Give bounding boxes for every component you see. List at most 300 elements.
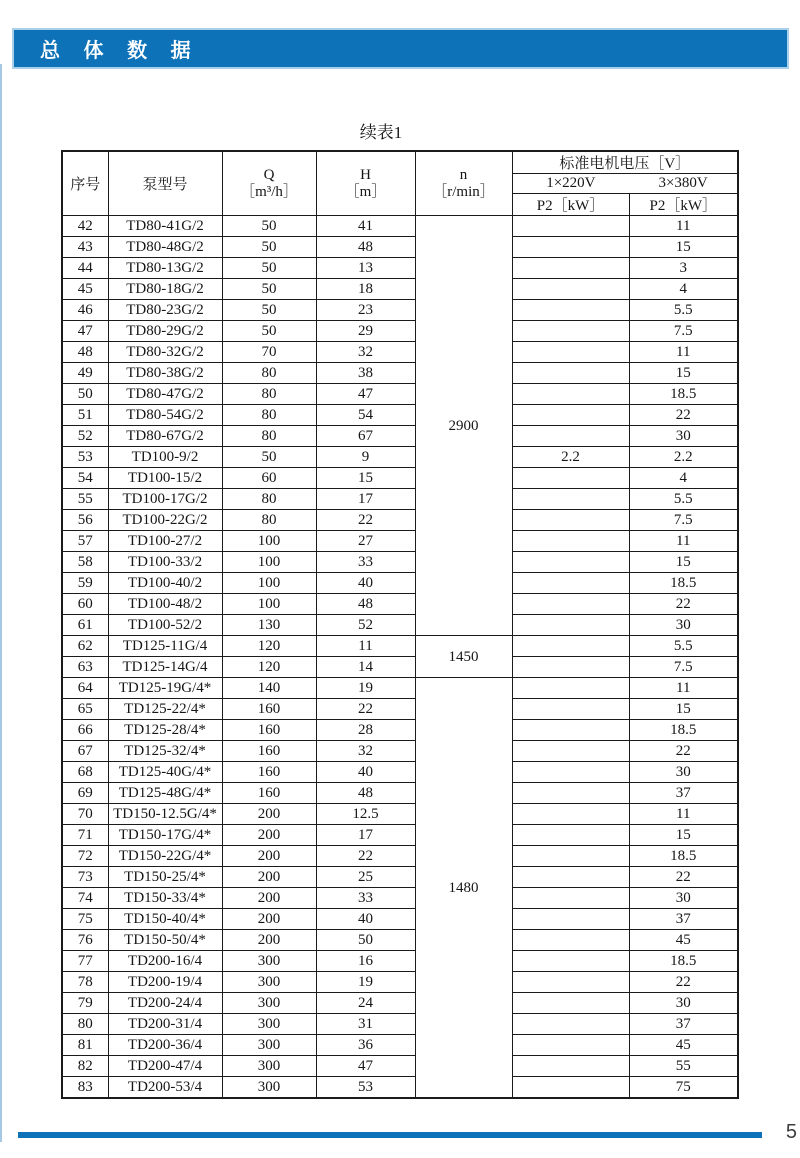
head-cell: 28: [316, 720, 415, 741]
serial-cell: 81: [62, 1035, 108, 1056]
p2-380v-cell: 4: [629, 468, 738, 489]
p2-220v-cell: [512, 384, 629, 405]
head-cell: 38: [316, 363, 415, 384]
model-cell: TD125-40G/4*: [108, 762, 222, 783]
p2-380v-cell: 11: [629, 531, 738, 552]
flow-cell: 80: [222, 426, 316, 447]
flow-cell: 200: [222, 804, 316, 825]
p2-220v-cell: [512, 342, 629, 363]
head-cell: 33: [316, 888, 415, 909]
flow-cell: 200: [222, 867, 316, 888]
model-cell: TD200-24/4: [108, 993, 222, 1014]
section-header-bar: [12, 28, 789, 69]
serial-cell: 56: [62, 510, 108, 531]
p2-220v-cell: [512, 930, 629, 951]
serial-cell: 50: [62, 384, 108, 405]
table-row: [62, 699, 738, 720]
flow-cell: 70: [222, 342, 316, 363]
flow-cell: 200: [222, 825, 316, 846]
table-row: [62, 342, 738, 363]
flow-cell: 50: [222, 447, 316, 468]
p2-220v-cell: [512, 783, 629, 804]
p2-380v-cell: 4: [629, 279, 738, 300]
speed-cell: 1450: [415, 636, 512, 678]
head-cell: 22: [316, 846, 415, 867]
model-cell: TD150-33/4*: [108, 888, 222, 909]
table-row: [62, 804, 738, 825]
flow-unit: ［m³/h］: [240, 183, 298, 200]
head-cell: 48: [316, 237, 415, 258]
model-cell: TD80-47G/2: [108, 384, 222, 405]
table-header: [62, 151, 738, 216]
head-cell: 19: [316, 972, 415, 993]
flow-cell: 130: [222, 615, 316, 636]
p2-220v-cell: [512, 426, 629, 447]
table-row: [62, 384, 738, 405]
head-cell: 47: [316, 1056, 415, 1077]
p2-220v-cell: [512, 615, 629, 636]
model-cell: TD150-17G/4*: [108, 825, 222, 846]
table-row: [62, 636, 738, 657]
table-row: [62, 741, 738, 762]
p2-380v-cell: 75: [629, 1077, 738, 1099]
table-row: [62, 531, 738, 552]
serial-cell: 67: [62, 741, 108, 762]
p2-220v-cell: [512, 468, 629, 489]
head-cell: 22: [316, 699, 415, 720]
head-cell: 40: [316, 909, 415, 930]
head-cell: 54: [316, 405, 415, 426]
model-cell: TD125-28/4*: [108, 720, 222, 741]
page-edge-line: [0, 64, 2, 1142]
model-cell: TD150-12.5G/4*: [108, 804, 222, 825]
flow-cell: 300: [222, 993, 316, 1014]
table-row: [62, 237, 738, 258]
table-row: [62, 720, 738, 741]
p2-220v-cell: [512, 279, 629, 300]
flow-cell: 160: [222, 741, 316, 762]
p2-380v-cell: 5.5: [629, 300, 738, 321]
model-cell: TD200-36/4: [108, 1035, 222, 1056]
serial-cell: 79: [62, 993, 108, 1014]
model-cell: TD100-9/2: [108, 447, 222, 468]
p2-220v-cell: [512, 300, 629, 321]
model-cell: TD80-23G/2: [108, 300, 222, 321]
table-row: [62, 426, 738, 447]
speed-cell: 1480: [415, 678, 512, 1099]
col-header-serial: 序号: [62, 151, 108, 216]
table-row: [62, 657, 738, 678]
model-cell: TD80-18G/2: [108, 279, 222, 300]
p2-380v-cell: 3: [629, 258, 738, 279]
p2-220v-cell: [512, 657, 629, 678]
head-cell: 11: [316, 636, 415, 657]
serial-cell: 75: [62, 909, 108, 930]
serial-cell: 61: [62, 615, 108, 636]
p2-380v-cell: 18.5: [629, 846, 738, 867]
flow-cell: 200: [222, 888, 316, 909]
serial-cell: 42: [62, 216, 108, 237]
p2-380v-cell: 37: [629, 1014, 738, 1035]
flow-cell: 50: [222, 216, 316, 237]
model-cell: TD100-15/2: [108, 468, 222, 489]
head-cell: 25: [316, 867, 415, 888]
flow-cell: 50: [222, 237, 316, 258]
flow-cell: 100: [222, 594, 316, 615]
head-cell: 14: [316, 657, 415, 678]
serial-cell: 74: [62, 888, 108, 909]
p2-220v-cell: [512, 489, 629, 510]
serial-cell: 59: [62, 573, 108, 594]
page-number: 5: [785, 1121, 797, 1143]
flow-cell: 120: [222, 657, 316, 678]
p2-380v-cell: 11: [629, 678, 738, 699]
speed-unit: ［r/min］: [432, 183, 495, 200]
flow-cell: 300: [222, 1056, 316, 1077]
head-cell: 52: [316, 615, 415, 636]
flow-cell: 160: [222, 720, 316, 741]
p2-380v-cell: 18.5: [629, 573, 738, 594]
p2-220v-cell: [512, 720, 629, 741]
table-caption: 续表1: [359, 123, 403, 142]
col-header-speed: [415, 151, 512, 216]
serial-cell: 64: [62, 678, 108, 699]
head-cell: 32: [316, 741, 415, 762]
model-cell: TD200-31/4: [108, 1014, 222, 1035]
head-cell: 9: [316, 447, 415, 468]
serial-cell: 63: [62, 657, 108, 678]
table-row: [62, 447, 738, 468]
model-cell: TD100-40/2: [108, 573, 222, 594]
model-cell: TD100-33/2: [108, 552, 222, 573]
model-cell: TD200-19/4: [108, 972, 222, 993]
footer-rule: [18, 1132, 762, 1138]
serial-cell: 83: [62, 1077, 108, 1099]
table-row: [62, 993, 738, 1014]
p2-220v-cell: [512, 321, 629, 342]
table-row: [62, 468, 738, 489]
model-cell: TD80-13G/2: [108, 258, 222, 279]
serial-cell: 47: [62, 321, 108, 342]
table-row: [62, 594, 738, 615]
flow-cell: 300: [222, 1014, 316, 1035]
head-symbol: H: [360, 166, 371, 183]
p2-220v-cell: [512, 867, 629, 888]
p2-220v-cell: [512, 216, 629, 237]
p2-380v-cell: 55: [629, 1056, 738, 1077]
p2-380v-cell: 7.5: [629, 321, 738, 342]
p2-380v-cell: 11: [629, 804, 738, 825]
p2-380v-cell: 30: [629, 762, 738, 783]
flow-cell: 80: [222, 363, 316, 384]
p2-380v-cell: 15: [629, 552, 738, 573]
model-cell: TD80-67G/2: [108, 426, 222, 447]
serial-cell: 68: [62, 762, 108, 783]
p2-220v-cell: [512, 1077, 629, 1099]
head-cell: 29: [316, 321, 415, 342]
head-cell: 13: [316, 258, 415, 279]
table-row: [62, 321, 738, 342]
serial-cell: 46: [62, 300, 108, 321]
p2-380v-cell: 22: [629, 594, 738, 615]
model-cell: TD125-22/4*: [108, 699, 222, 720]
head-cell: 18: [316, 279, 415, 300]
table-row: [62, 888, 738, 909]
p2-380v-cell: 30: [629, 615, 738, 636]
flow-cell: 100: [222, 552, 316, 573]
head-cell: 41: [316, 216, 415, 237]
table-row: [62, 1077, 738, 1099]
serial-cell: 73: [62, 867, 108, 888]
serial-cell: 48: [62, 342, 108, 363]
serial-cell: 44: [62, 258, 108, 279]
head-cell: 17: [316, 489, 415, 510]
model-cell: TD125-32/4*: [108, 741, 222, 762]
table-row: [62, 489, 738, 510]
head-cell: 67: [316, 426, 415, 447]
speed-cell: 2900: [415, 216, 512, 636]
head-cell: 40: [316, 762, 415, 783]
p2-220v-cell: [512, 237, 629, 258]
col-header-p2-380v: P2［kW］: [629, 194, 738, 216]
table-row: [62, 510, 738, 531]
section-title: 总 体 数 据: [40, 40, 200, 62]
table-row: [62, 615, 738, 636]
flow-cell: 300: [222, 1077, 316, 1099]
head-cell: 24: [316, 993, 415, 1014]
table-row: [62, 363, 738, 384]
head-cell: 22: [316, 510, 415, 531]
p2-380v-cell: 7.5: [629, 510, 738, 531]
head-cell: 19: [316, 678, 415, 699]
head-cell: 23: [316, 300, 415, 321]
serial-cell: 82: [62, 1056, 108, 1077]
serial-cell: 45: [62, 279, 108, 300]
model-cell: TD125-48G/4*: [108, 783, 222, 804]
table-row: [62, 1014, 738, 1035]
head-cell: 32: [316, 342, 415, 363]
model-cell: TD150-40/4*: [108, 909, 222, 930]
table-row: [62, 846, 738, 867]
p2-380v-cell: 22: [629, 405, 738, 426]
model-cell: TD150-22G/4*: [108, 846, 222, 867]
head-cell: 33: [316, 552, 415, 573]
p2-220v-cell: [512, 825, 629, 846]
p2-380v-cell: 30: [629, 993, 738, 1014]
serial-cell: 72: [62, 846, 108, 867]
head-cell: 48: [316, 594, 415, 615]
table-row: [62, 930, 738, 951]
table-row: [62, 216, 738, 237]
flow-cell: 300: [222, 1035, 316, 1056]
flow-cell: 300: [222, 972, 316, 993]
flow-cell: 160: [222, 783, 316, 804]
p2-380v-cell: 22: [629, 972, 738, 993]
table-row: [62, 972, 738, 993]
col-header-p2-220v: P2［kW］: [512, 194, 629, 216]
p2-380v-cell: 15: [629, 237, 738, 258]
speed-symbol: n: [459, 166, 468, 183]
model-cell: TD80-48G/2: [108, 237, 222, 258]
head-cell: 36: [316, 1035, 415, 1056]
flow-cell: 100: [222, 573, 316, 594]
table-row: [62, 573, 738, 594]
table-row: [62, 405, 738, 426]
table-row: [62, 867, 738, 888]
model-cell: TD100-22G/2: [108, 510, 222, 531]
serial-cell: 43: [62, 237, 108, 258]
flow-cell: 100: [222, 531, 316, 552]
p2-220v-cell: [512, 741, 629, 762]
col-header-380v: 3×380V: [658, 175, 708, 191]
p2-380v-cell: 15: [629, 699, 738, 720]
p2-380v-cell: 30: [629, 426, 738, 447]
table-row: [62, 825, 738, 846]
head-cell: 48: [316, 783, 415, 804]
flow-cell: 200: [222, 930, 316, 951]
serial-cell: 49: [62, 363, 108, 384]
serial-cell: 77: [62, 951, 108, 972]
p2-220v-cell: [512, 1035, 629, 1056]
model-cell: TD100-27/2: [108, 531, 222, 552]
p2-220v-cell: [512, 552, 629, 573]
p2-380v-cell: 45: [629, 1035, 738, 1056]
flow-cell: 120: [222, 636, 316, 657]
serial-cell: 76: [62, 930, 108, 951]
p2-220v-cell: [512, 510, 629, 531]
p2-380v-cell: 45: [629, 930, 738, 951]
head-cell: 16: [316, 951, 415, 972]
head-cell: 40: [316, 573, 415, 594]
head-cell: 47: [316, 384, 415, 405]
table-row: [62, 279, 738, 300]
model-cell: TD100-52/2: [108, 615, 222, 636]
head-cell: 31: [316, 1014, 415, 1035]
p2-220v-cell: [512, 846, 629, 867]
table-body: [62, 216, 738, 1099]
p2-380v-cell: 22: [629, 867, 738, 888]
table-row: [62, 258, 738, 279]
p2-220v-cell: [512, 888, 629, 909]
p2-380v-cell: 5.5: [629, 489, 738, 510]
p2-220v-cell: [512, 363, 629, 384]
table-row: [62, 1056, 738, 1077]
p2-220v-cell: [512, 258, 629, 279]
col-header-voltage-values: [512, 174, 738, 194]
p2-220v-cell: [512, 678, 629, 699]
p2-220v-cell: [512, 573, 629, 594]
p2-380v-cell: 30: [629, 888, 738, 909]
col-header-model: 泵型号: [108, 151, 222, 216]
p2-220v-cell: [512, 699, 629, 720]
table-row: [62, 300, 738, 321]
model-cell: TD125-11G/4: [108, 636, 222, 657]
p2-220v-cell: [512, 951, 629, 972]
table-row: [62, 783, 738, 804]
col-header-head: [316, 151, 415, 216]
serial-cell: 51: [62, 405, 108, 426]
p2-380v-cell: 18.5: [629, 951, 738, 972]
serial-cell: 52: [62, 426, 108, 447]
serial-cell: 78: [62, 972, 108, 993]
flow-cell: 200: [222, 909, 316, 930]
col-header-voltage-group: 标准电机电压［V］: [512, 151, 738, 174]
p2-380v-cell: 5.5: [629, 636, 738, 657]
serial-cell: 62: [62, 636, 108, 657]
flow-cell: 300: [222, 951, 316, 972]
flow-cell: 50: [222, 279, 316, 300]
flow-symbol: Q: [263, 166, 275, 183]
model-cell: TD80-38G/2: [108, 363, 222, 384]
p2-380v-cell: 2.2: [629, 447, 738, 468]
head-cell: 12.5: [316, 804, 415, 825]
table-row: [62, 762, 738, 783]
p2-220v-cell: [512, 594, 629, 615]
p2-220v-cell: [512, 972, 629, 993]
p2-380v-cell: 11: [629, 342, 738, 363]
serial-cell: 53: [62, 447, 108, 468]
p2-380v-cell: 7.5: [629, 657, 738, 678]
p2-220v-cell: [512, 531, 629, 552]
model-cell: TD80-29G/2: [108, 321, 222, 342]
p2-220v-cell: [512, 1056, 629, 1077]
flow-cell: 80: [222, 384, 316, 405]
p2-220v-cell: 2.2: [512, 447, 629, 468]
p2-220v-cell: [512, 909, 629, 930]
flow-cell: 60: [222, 468, 316, 489]
model-cell: TD80-41G/2: [108, 216, 222, 237]
p2-380v-cell: 15: [629, 363, 738, 384]
table-row: [62, 951, 738, 972]
head-cell: 50: [316, 930, 415, 951]
model-cell: TD100-17G/2: [108, 489, 222, 510]
p2-380v-cell: 15: [629, 825, 738, 846]
p2-380v-cell: 18.5: [629, 384, 738, 405]
model-cell: TD125-14G/4: [108, 657, 222, 678]
head-cell: 53: [316, 1077, 415, 1099]
model-cell: TD80-32G/2: [108, 342, 222, 363]
serial-cell: 65: [62, 699, 108, 720]
serial-cell: 66: [62, 720, 108, 741]
table-row: [62, 1035, 738, 1056]
table-row: [62, 678, 738, 699]
model-cell: TD200-47/4: [108, 1056, 222, 1077]
table-row: [62, 552, 738, 573]
head-cell: 27: [316, 531, 415, 552]
flow-cell: 140: [222, 678, 316, 699]
pump-data-table: [61, 150, 739, 1099]
p2-380v-cell: 11: [629, 216, 738, 237]
model-cell: TD150-25/4*: [108, 867, 222, 888]
flow-cell: 80: [222, 510, 316, 531]
p2-380v-cell: 18.5: [629, 720, 738, 741]
flow-cell: 80: [222, 405, 316, 426]
p2-220v-cell: [512, 993, 629, 1014]
serial-cell: 60: [62, 594, 108, 615]
col-header-220v: 1×220V: [546, 175, 596, 191]
serial-cell: 54: [62, 468, 108, 489]
model-cell: TD125-19G/4*: [108, 678, 222, 699]
p2-220v-cell: [512, 804, 629, 825]
flow-cell: 50: [222, 300, 316, 321]
serial-cell: 55: [62, 489, 108, 510]
model-cell: TD100-48/2: [108, 594, 222, 615]
model-cell: TD150-50/4*: [108, 930, 222, 951]
head-unit: ［m］: [344, 183, 387, 200]
p2-380v-cell: 37: [629, 783, 738, 804]
serial-cell: 58: [62, 552, 108, 573]
p2-220v-cell: [512, 1014, 629, 1035]
